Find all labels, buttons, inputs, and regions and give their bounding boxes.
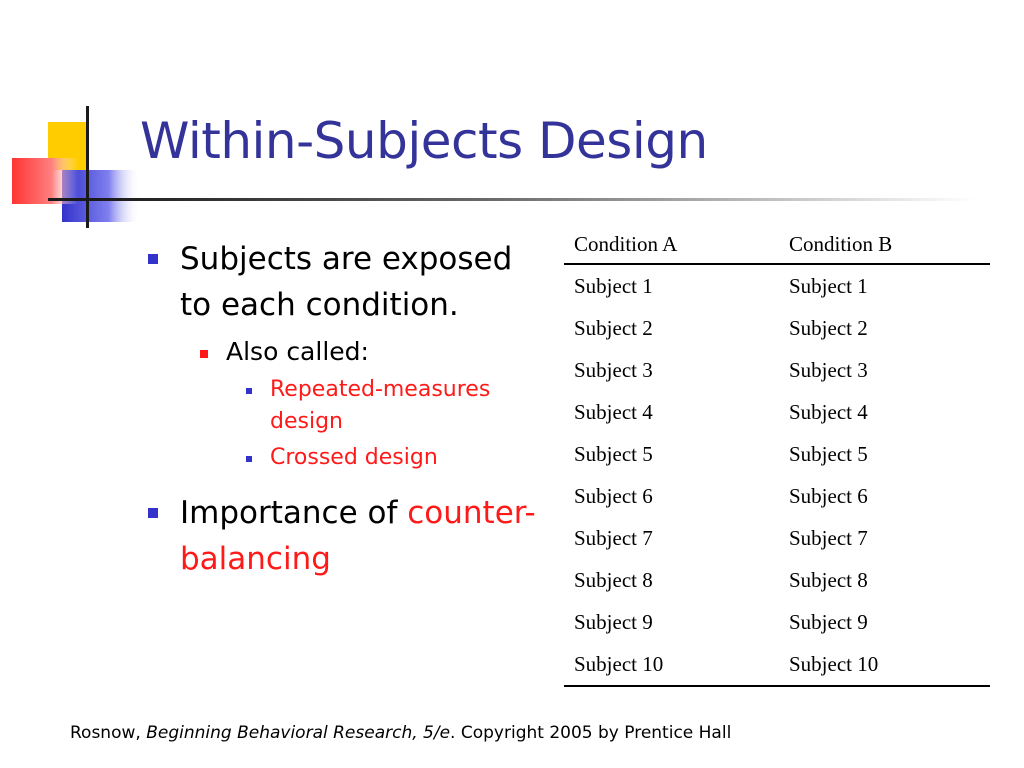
sub-bullet-text: Also called: [226,337,369,366]
square-bullet-icon [246,456,252,462]
table-row [564,307,990,349]
bullet-highlight-text: counter-balancing [180,495,536,577]
table-header-row [564,226,990,264]
table-row [564,264,990,307]
table-cell: Subject 7 [789,525,868,550]
bullet-text: Importance of [180,495,398,531]
table-row [564,643,990,686]
table-cell: Subject 8 [574,567,653,592]
table-cell: Subject 5 [789,441,868,466]
footer-author: Rosnow, [70,723,147,743]
table-cell: Subject 9 [574,609,653,634]
table-cell: Subject 10 [564,643,779,686]
table-cell: Subject 4 [789,399,868,424]
bullet-text: Subjects are exposed to each condition. [180,241,513,323]
table-cell: Subject 10 [779,643,990,686]
table-row [564,475,990,517]
sub-sub-bullet-text: Crossed design [270,445,438,470]
table-cell: Subject 6 [789,483,868,508]
slide-title: Within-Subjects Design [140,112,708,170]
table-cell: Subject 7 [574,525,653,550]
slide-footer [70,723,731,743]
sub-bullet-item [180,334,544,370]
table-cell: Subject 5 [574,441,653,466]
slide-logo-decoration [0,100,150,240]
bullet-list [144,236,544,586]
footer-book-title: Beginning Behavioral Research, 5/e [146,723,451,743]
table-cell: Subject 1 [574,273,653,298]
bullet-item [144,490,544,582]
sub-sub-bullet-item [180,442,544,474]
table-row [564,349,990,391]
table-cell: Subject 9 [789,609,868,634]
table-cell: Subject 8 [789,567,868,592]
table-cell: Subject 3 [789,357,868,382]
table-row [564,517,990,559]
title-divider [96,198,976,201]
square-bullet-icon [200,350,208,358]
square-bullet-icon [148,508,158,518]
footer-copyright: . Copyright 2005 by Prentice Hall [450,723,732,743]
table-cell: Subject 2 [574,315,653,340]
column-header: Condition A [564,226,779,264]
sub-sub-bullet-text: Repeated-measures design [270,377,491,434]
table-cell: Subject 2 [789,315,868,340]
bullet-item [144,236,544,474]
table-row [564,601,990,643]
table-row [564,391,990,433]
table-cell: Subject 4 [574,399,653,424]
table-cell: Subject 6 [574,483,653,508]
square-bullet-icon [246,388,252,394]
square-bullet-icon [148,254,158,264]
table-cell: Subject 1 [789,273,868,298]
column-header: Condition B [779,226,990,264]
table-row [564,433,990,475]
table-cell: Subject 3 [574,357,653,382]
conditions-table [564,226,990,687]
sub-sub-bullet-item [180,374,544,438]
table-row [564,559,990,601]
